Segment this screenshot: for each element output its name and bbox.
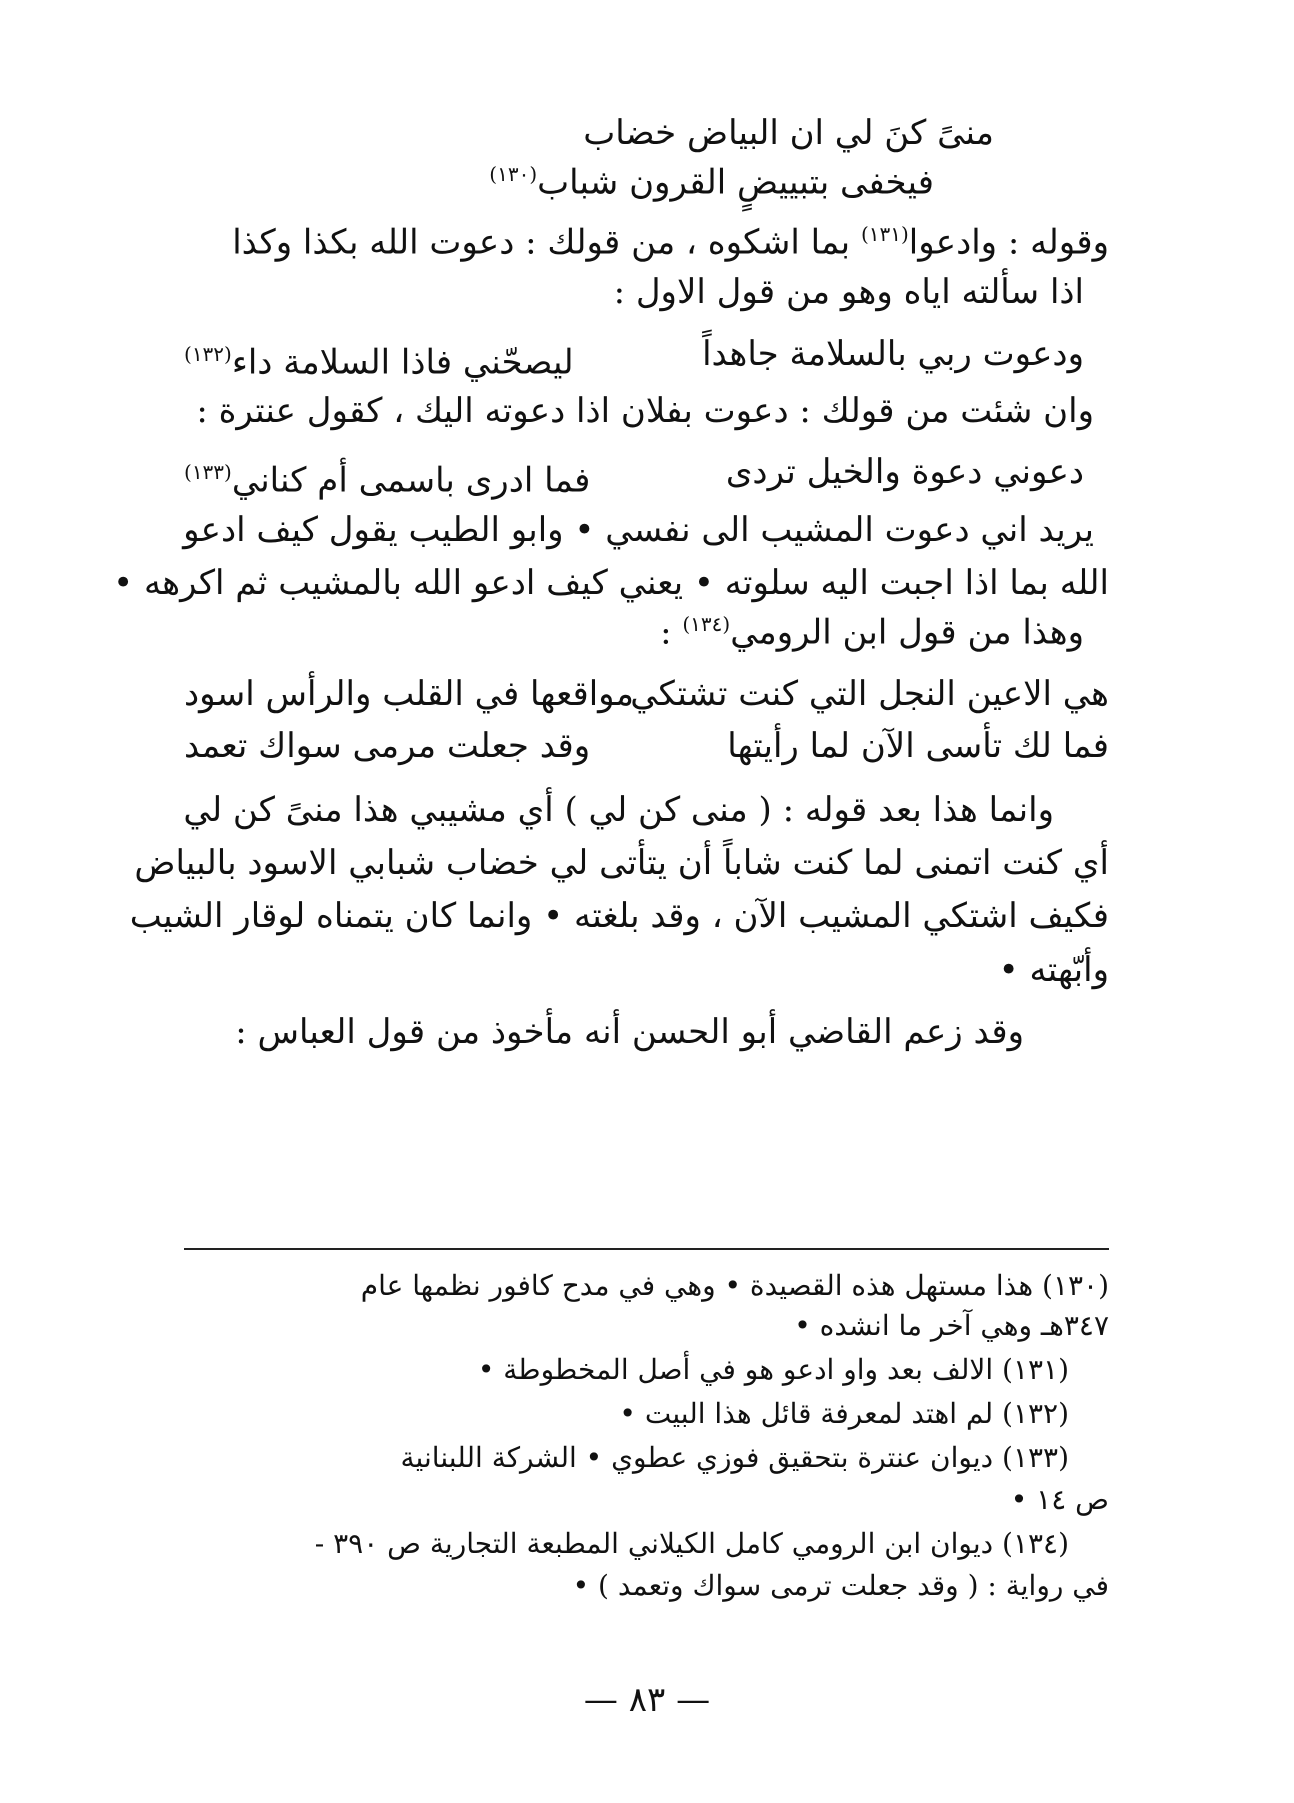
prose-text: : (660, 612, 683, 653)
footnote-ref-132: (١٣٢) (184, 342, 232, 366)
prose-line: وقد زعم القاضي أبو الحسن أنه مأخوذ من قول العباس : (235, 1012, 1024, 1052)
prose-text: وهذا من قول ابن الرومي (730, 612, 1084, 653)
prose-line (660, 612, 1084, 653)
verse-line (184, 448, 1084, 501)
footnote-130: (١٣٠) هذا مستهل هذه القصيدة • وهي في مدح كافور نظمها عام (360, 1269, 1109, 1302)
footnote-ref-133: (١٣٣) (184, 460, 232, 484)
footnote-divider (184, 1248, 1109, 1250)
prose-text: وقوله : وادعوا (908, 222, 1109, 263)
verse-hemistich-right: ودعوت ربي بالسلامة جاهداً (702, 334, 1084, 374)
verse-first-hemistich: منىً كنَ لي ان البياض خضاب (583, 113, 994, 153)
prose-line: وانما هذا بعد قوله : ( منى كن لي ) أي مشيبي هذا منىً كن لي (183, 790, 1054, 830)
prose-line (232, 222, 1109, 263)
footnote-134: (١٣٤) ديوان ابن الرومي كامل الكيلاني المطبعة التجارية ص ٣٩٠ - (314, 1527, 1069, 1560)
prose-line: وان شئت من قولك : دعوت بفلان اذا دعوته اليك ، كقول عنترة : (196, 391, 1094, 431)
verse-line (184, 330, 1084, 383)
verse-hemistich-left (184, 448, 590, 504)
verse-text: فما ادرى باسمى أم كناني (231, 460, 591, 501)
prose-line: الله بما اذا اجبت اليه سلوته • يعني كيف ادعو الله بالمشيب ثم اكرهه • (113, 563, 1109, 603)
verse-text: فيخفى بتبييضٍ القرون شباب (537, 162, 934, 203)
footnote-131: (١٣١) الالف بعد واو ادعو هو في أصل المخطوطة • (477, 1353, 1069, 1386)
prose-line: اذا سألته اياه وهو من قول الاول : (613, 272, 1084, 312)
prose-line: وأبّهته • (998, 950, 1109, 990)
verse-line (184, 722, 1109, 770)
verse-hemistich-left: وقد جعلت مرمى سواك تعمد (184, 726, 591, 766)
footnote-132: (١٣٢) لم اهتد لمعرفة قائل هذا البيت • (619, 1397, 1069, 1430)
verse-hemistich-left: مواقعها في القلب والرأس اسود (184, 674, 634, 714)
verse-hemistich-right: دعوني دعوة والخيل تردى (725, 452, 1084, 492)
prose-line: يريد اني دعوت المشيب الى نفسي • وابو الطيب يقول كيف ادعو (183, 510, 1094, 550)
verse-text: ليصحّني فاذا السلامة داء (231, 342, 574, 383)
footnote-133: (١٣٣) ديوان عنترة بتحقيق فوزي عطوي • الشركة اللبنانية (400, 1441, 1069, 1474)
prose-line: فكيف اشتكي المشيب الآن ، وقد بلغته • وانما كان يتمناه لوقار الشيب (129, 896, 1109, 936)
verse-line (184, 670, 1109, 718)
verse-second-hemistich (489, 162, 934, 203)
footnote-ref-130: (١٣٠) (489, 162, 538, 186)
footnote-130-continued: ٣٤٧هـ وهي آخر ما انشده • (794, 1309, 1109, 1342)
page-number: — ٨٣ — (583, 1680, 711, 1720)
verse-hemistich-left (184, 330, 574, 386)
footnote-ref-131: (١٣١) (860, 222, 909, 246)
prose-text: بما اشكوه ، من قولك : دعوت الله بكذا وكذا (232, 222, 861, 263)
prose-line: أي كنت اتمنى لما كنت شاباً أن يتأتى لي خضاب شبابي الاسود بالبياض (134, 843, 1109, 883)
verse-hemistich-right: فما لك تأسى الآن لما رأيتها (727, 726, 1109, 766)
footnote-133-continued: ص ١٤ • (1010, 1483, 1109, 1516)
footnote-ref-134: (١٣٤) (682, 612, 731, 636)
verse-hemistich-right: هي الاعين النجل التي كنت تشتكي (630, 674, 1109, 714)
footnote-134-continued: في رواية : ( وقد جعلت ترمى سواك وتعمد ) • (572, 1569, 1109, 1602)
